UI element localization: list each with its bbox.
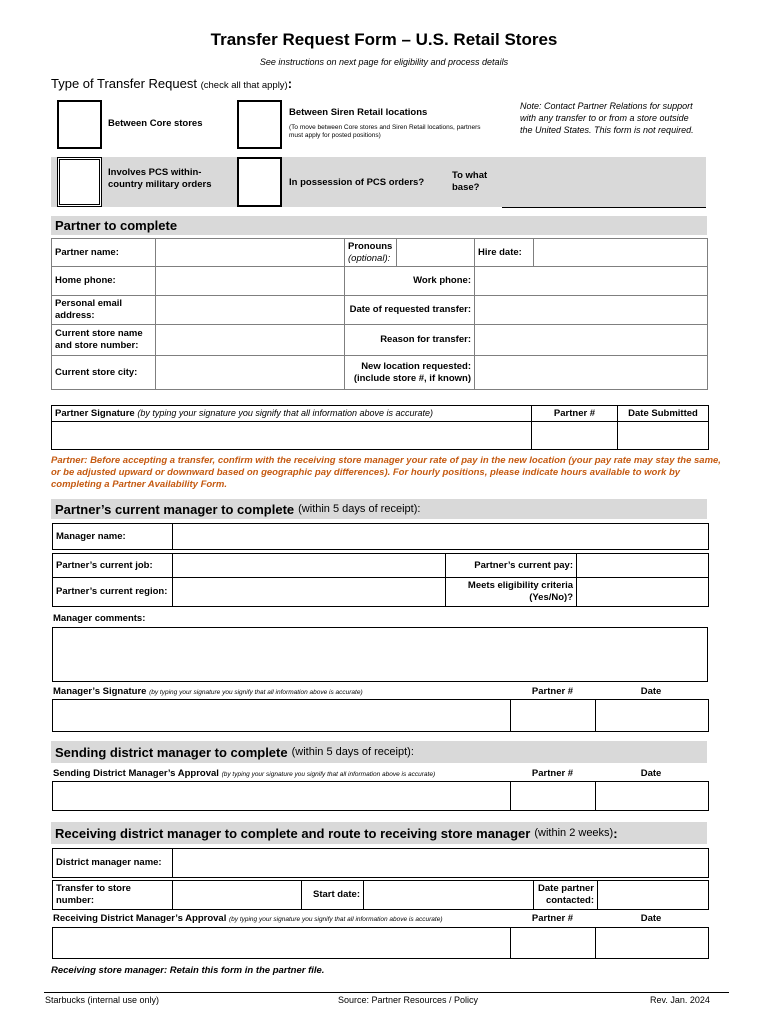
receiving-approval-label: Receiving District Manager’s Approval (by typing your signature you signify that all information above is accurate) xyxy=(53,913,443,924)
receiving-date-field[interactable] xyxy=(596,928,709,959)
home-phone-field[interactable] xyxy=(156,267,345,296)
manager-signature-field[interactable] xyxy=(53,700,511,732)
receiving-approval-field[interactable] xyxy=(53,928,511,959)
between-core-checkbox[interactable] xyxy=(57,100,102,149)
hire-date-label: Hire date: xyxy=(475,239,534,267)
to-what-base-label: To what base? xyxy=(452,170,488,193)
pay-notice: Partner: Before accepting a transfer, confirm with the receiving store manager your rate of pay in the new location (your pay rate may stay the same, or be adjusted upward or downward based on geographic pay differences). For hourly positions, please indicate hours available to work by completing a Partner Availability Form. xyxy=(51,455,721,490)
current-city-field[interactable] xyxy=(156,356,345,390)
involves-pcs-label: Involves PCS within-country military orders xyxy=(108,167,212,190)
sending-partner-number-header: Partner # xyxy=(531,768,574,779)
transfer-note: Note: Contact Partner Relations for support with any transfer to or from a store outside the United States. This form is not required. xyxy=(520,101,694,135)
base-input-line[interactable] xyxy=(502,207,706,208)
receiving-partner-number-field[interactable] xyxy=(511,928,596,959)
sending-approval-field[interactable] xyxy=(53,782,511,811)
receiving-section-heading: Receiving district manager to complete and route to receiving store manager (within 2 weeks) : xyxy=(51,822,707,844)
date-contacted-field[interactable] xyxy=(598,881,709,910)
current-store-field[interactable] xyxy=(156,325,345,356)
partner-signature-field[interactable] xyxy=(52,422,532,450)
current-store-label: Current store name and store number: xyxy=(52,325,156,356)
dm-name-field[interactable] xyxy=(173,849,709,878)
sending-partner-number-field[interactable] xyxy=(511,782,596,811)
manager-name-field[interactable] xyxy=(173,524,709,550)
sending-approval-table xyxy=(52,781,709,811)
sending-approval-label: Sending District Manager’s Approval (by typing your signature you signify that all information above is accurate) xyxy=(53,768,436,779)
date-requested-label: Date of requested transfer: xyxy=(345,296,475,325)
manager-partner-number-field[interactable] xyxy=(511,700,596,732)
dm-name-label: District manager name: xyxy=(53,849,173,878)
partner-section-heading: Partner to complete xyxy=(51,216,707,235)
partner-signature-table xyxy=(51,405,709,450)
pronouns-field[interactable] xyxy=(397,239,475,267)
work-phone-label: Work phone: xyxy=(345,267,475,296)
footer-left: Starbucks (internal use only) xyxy=(45,995,160,1005)
possession-pcs-label: In possession of PCS orders? xyxy=(289,177,425,188)
between-siren-checkbox[interactable] xyxy=(237,100,282,149)
current-region-field[interactable] xyxy=(173,578,446,607)
transfer-type-heading: Type of Transfer Request (check all that apply): xyxy=(51,76,293,91)
transfer-store-label: Transfer to store number: xyxy=(53,881,173,910)
transfer-details-table xyxy=(52,880,709,910)
receiving-partner-number-header: Partner # xyxy=(531,913,574,924)
between-siren-label: Between Siren Retail locations xyxy=(289,107,428,118)
manager-signature-label: Manager’s Signature (by typing your signature you signify that all information above is accurate) xyxy=(53,686,363,697)
manager-comments-label: Manager comments: xyxy=(53,613,146,624)
between-core-label: Between Core stores xyxy=(108,118,203,129)
eligibility-field[interactable] xyxy=(577,578,709,607)
partner-info-table xyxy=(51,238,708,390)
reason-field[interactable] xyxy=(475,325,708,356)
home-phone-label: Home phone: xyxy=(52,267,156,296)
date-submitted-field[interactable] xyxy=(618,422,709,450)
possession-pcs-checkbox[interactable] xyxy=(237,157,282,207)
manager-section-heading: Partner’s current manager to complete (within 5 days of receipt): xyxy=(51,499,707,519)
date-contacted-label: Date partner contacted: xyxy=(534,881,598,910)
pronouns-label: Pronouns (optional): xyxy=(345,239,397,267)
partner-signature-label: Partner Signature (by typing your signature you signify that all information above is accurate) xyxy=(52,406,532,422)
retain-note: Receiving store manager: Retain this form in the partner file. xyxy=(51,965,325,976)
new-location-field[interactable] xyxy=(475,356,708,390)
eligibility-label: Meets eligibility criteria (Yes/No)? xyxy=(446,578,577,607)
work-phone-field[interactable] xyxy=(475,267,708,296)
current-region-label: Partner’s current region: xyxy=(53,578,173,607)
sending-date-header: Date xyxy=(640,768,662,779)
start-date-field[interactable] xyxy=(364,881,534,910)
sending-section-heading: Sending district manager to complete (within 5 days of receipt): xyxy=(51,741,707,763)
personal-email-field[interactable] xyxy=(156,296,345,325)
footer-right: Rev. Jan. 2024 xyxy=(650,995,710,1005)
receiving-date-header: Date xyxy=(640,913,662,924)
receiving-approval-table xyxy=(52,927,709,959)
manager-date-header: Date xyxy=(640,686,662,697)
manager-name-table xyxy=(52,523,709,550)
manager-signature-table xyxy=(52,699,709,732)
dm-name-table xyxy=(52,848,709,878)
page-subtitle: See instructions on next page for eligibility and process details xyxy=(259,57,509,67)
transfer-store-field[interactable] xyxy=(173,881,302,910)
current-job-label: Partner’s current job: xyxy=(53,554,173,578)
footer-divider xyxy=(44,992,729,993)
manager-comments-field[interactable] xyxy=(52,627,708,682)
manager-partner-number-header: Partner # xyxy=(531,686,574,697)
partner-number-field[interactable] xyxy=(532,422,618,450)
personal-email-label: Personal email address: xyxy=(52,296,156,325)
start-date-label: Start date: xyxy=(302,881,364,910)
reason-label: Reason for transfer: xyxy=(345,325,475,356)
manager-date-field[interactable] xyxy=(596,700,709,732)
sending-date-field[interactable] xyxy=(596,782,709,811)
partner-number-header: Partner # xyxy=(532,406,618,422)
current-pay-label: Partner’s current pay: xyxy=(446,554,577,578)
manager-name-label: Manager name: xyxy=(53,524,173,550)
new-location-label: New location requested: (include store #, if known) xyxy=(345,356,475,390)
footer-center: Source: Partner Resources / Policy xyxy=(338,995,479,1005)
date-submitted-header: Date Submitted xyxy=(618,406,709,422)
date-requested-field[interactable] xyxy=(475,296,708,325)
current-job-field[interactable] xyxy=(173,554,446,578)
hire-date-field[interactable] xyxy=(534,239,708,267)
partner-name-field[interactable] xyxy=(156,239,345,267)
page-title: Transfer Request Form – U.S. Retail Stores xyxy=(210,30,558,49)
partner-name-label: Partner name: xyxy=(52,239,156,267)
involves-pcs-checkbox[interactable] xyxy=(57,157,102,207)
current-city-label: Current store city: xyxy=(52,356,156,390)
current-pay-field[interactable] xyxy=(577,554,709,578)
siren-fine-print: (To move between Core stores and Siren Retail locations, partners must apply for posted positions) xyxy=(289,124,481,139)
manager-info-table xyxy=(52,553,709,607)
